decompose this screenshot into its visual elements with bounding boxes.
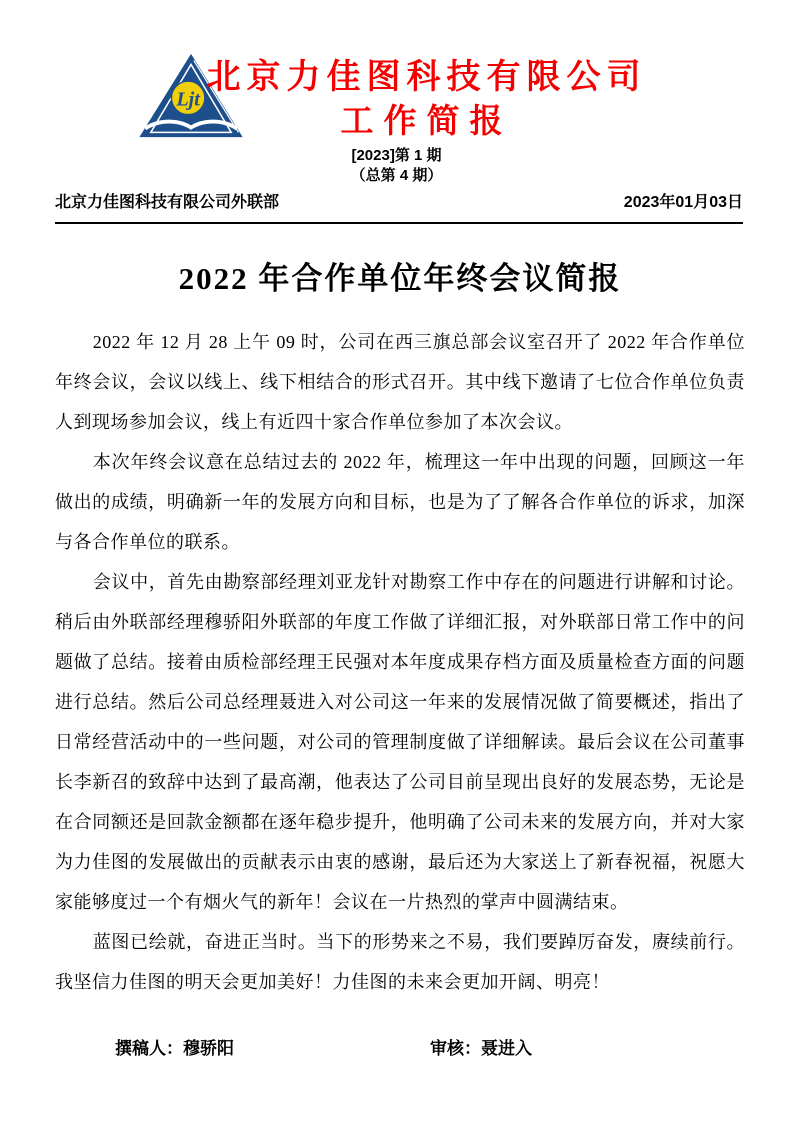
author-label: 撰稿人： [115, 1039, 183, 1058]
byline-row [55, 189, 743, 212]
issue-number: [2023]第 1 期 [351, 147, 442, 164]
article-paragraph-2: 本次年终会议意在总结过去的 2022 年，梳理这一年中出现的问题，回顾这一年做出的成绩，明确新一年的发展方向和目标，也是为了了解各合作单位的诉求，加深与各合作单位的联系。 [55, 452, 745, 552]
issue-block [0, 146, 793, 186]
author-name: 穆骄阳 [183, 1039, 234, 1058]
article-paragraph-3: 会议中，首先由勘察部经理刘亚龙针对勘察工作中存在的问题进行讲解和讨论。稍后由外联部经理穆骄阳外联部的年度工作做了详细汇报，对外联部日常工作中的问题做了总结。接着由质检部经理王民强对本年度成果存档方面及质量检查方面的问题进行总结。然后公司总经理聂进入对公司这一年来的发展情况做了简要概述，指出了日常经营活动中的一些问题，对公司的管理制度做了详细解读。最后会议在公司董事长李新召的致辞中达到了最高潮，他表达了公司目前呈现出良好的发展态势，无论是在合同额还是回款金额都在逐年稳步提升，他明确了公司未来的发展方向，并对大家为力佳图的发展做出的贡献表示由衷的感谢，最后还为大家送上了新春祝福，祝愿大家能够度过一个有烟火气的新年！会议在一片热烈的掌声中圆满结束。 [55, 572, 745, 912]
company-name-title: 北京力佳图科技有限公司 [206, 59, 647, 96]
cumulative-issue-number: （总第 4 期） [350, 167, 443, 184]
article [55, 256, 745, 1002]
issuing-department: 北京力佳图科技有限公司外联部 [55, 194, 280, 211]
masthead [110, 56, 743, 144]
header-divider [55, 222, 743, 224]
article-title: 2022 年合作单位年终会议简报 [178, 261, 622, 296]
doc-type-title: 工作简报 [340, 104, 513, 140]
logo-monogram: Ljt [176, 88, 200, 111]
signoff-row [0, 1034, 793, 1062]
article-paragraph-4: 蓝图已绘就，奋进正当时。当下的形势来之不易，我们要踔厉奋发，赓续前行。我坚信力佳图的明天会更加美好！力佳图的未来会更加开阔、明亮！ [55, 932, 745, 992]
author-signoff [115, 1034, 234, 1059]
reviewer-label: 审核： [430, 1039, 481, 1058]
article-paragraph-1: 2022 年 12 月 28 上午 09 时，公司在西三旗总部会议室召开了 2022 年合作单位年终会议，会议以线上、线下相结合的形式召开。其中线下邀请了七位合作单位负责人到现场参加会议，线上有近四十家合作单位参加了本次会议。 [55, 332, 745, 432]
reviewer-signoff [430, 1034, 532, 1059]
reviewer-name: 聂进入 [481, 1039, 532, 1058]
issue-date: 2023年01月03日 [623, 194, 743, 211]
